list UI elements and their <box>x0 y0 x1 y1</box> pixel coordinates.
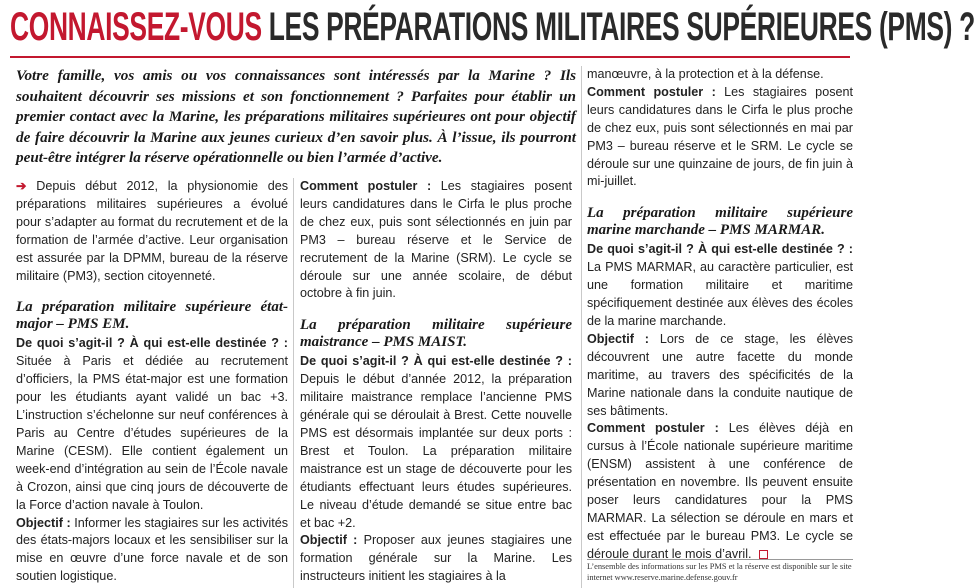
article-column-1 <box>16 178 288 586</box>
paragraph-marmar-objective <box>587 331 853 421</box>
article-column-3 <box>587 66 853 564</box>
section-heading-pms-maist: La préparation militaire supérieure maistrance – PMS MAIST. <box>300 317 572 351</box>
end-of-article-icon <box>759 550 768 559</box>
title-prefix: CONNAISSEZ-VOUS <box>10 5 262 49</box>
paragraph-text: Informer les stagiaires sur les activités des états-majors locaux et les sensibiliser sur la mise en œuvre d’une force navale et de son soutien logistique. <box>16 515 289 584</box>
objective-label: Objectif : <box>300 533 358 548</box>
paragraph-em-apply <box>300 178 572 303</box>
paragraph-text: Située à Paris et dédiée au recrutement d’officiers, la PMS état-major est une formation pour les étudiants ayant validé un bac +3. L’instruction s’échelonne sur neuf conférences à Paris au Centre d’études supérieures de la Marine (CESM). Elle contient également un week-end d’intégration au sein de l’École navale à Crozon, ainsi que cinq jours de découverte de la Force d’action navale à Toulon. <box>16 354 288 512</box>
question-label: De quoi s’agit-il ? À qui est-elle destinée ? : <box>16 336 288 351</box>
paragraph-maist-continued: manœuvre, à la protection et à la défense. <box>587 67 824 81</box>
paragraph-text: La PMS MARMAR, au caractère particulier, est une formation militaire et maritime spécifiquement destinée aux élèves des écoles de la marine marchande. <box>587 260 853 328</box>
apply-label: Comment postuler : <box>300 179 432 193</box>
title-divider <box>10 56 850 58</box>
intro-paragraph: Votre famille, vos amis ou vos connaissances sont intéressés par la Marine ? Ils souhaitent découvrir ses missions et son fonctionnement ? Parfaites pour établir un premier contact avec la Marine, les préparations militaires supérieures ont pour objectif de faire découvrir la Marine aux jeunes curieux d’en savoir plus. À l’issue, ils pourront peut-être intégrer la réserve opérationnelle ou bien l’armée d’active. <box>16 67 576 167</box>
paragraph-marmar-description <box>587 241 853 331</box>
paragraph-maist-apply <box>587 84 853 191</box>
paragraph-text: Lors de ce stage, les élèves découvrent une autre facette du monde maritime, au travers des spécificités de la Marine nationale dans la conduite nautique de ses bâtiments. <box>587 331 854 418</box>
arrow-icon: ➔ <box>16 179 27 193</box>
question-label: De quoi s’agit-il ? À qui est-elle destinée ? : <box>587 242 853 257</box>
paragraph-em-objective <box>16 515 288 587</box>
paragraph-text: Les stagiaires posent leurs candidatures dans le Cirfa le plus proche de chez eux, puis sont sélectionnés en juin par PM3 – bureau réserve et le Service de recrutement de la Marine (SRM). Le cycle se déroule sur une année scolaire, de début octobre à fin juin. <box>300 179 573 301</box>
paragraph-text: Proposer aux jeunes stagiaires une formation générale sur la Marine. Les instructeurs initient les stagiaires à la <box>300 533 572 584</box>
page-title <box>10 2 975 52</box>
paragraph-text: Les élèves déjà en cursus à l’École nationale supérieure maritime (ENSM) assistent à une conférence de présentation en novembre. Ils peuvent ensuite poser leurs candidatures pour la PMS MARMAR. La sélection se déroule en mars et est effectuée par le bureau PM3. Le cycle se déroule durant le mois d’avril. <box>587 421 854 561</box>
column-divider <box>581 66 582 588</box>
article-column-2 <box>300 178 572 586</box>
objective-label: Objectif : <box>16 515 71 530</box>
objective-label: Objectif : <box>587 331 649 346</box>
column-divider <box>293 178 294 588</box>
paragraph-text: Les stagiaires posent leurs candidatures dans le Cirfa le plus proche de chez eux, puis sont sélectionnés en mai par PM3 – bureau réserve et le SRM. Le cycle se déroule sur une quinzaine de jours, de fin juin à mi-juillet. <box>587 84 853 189</box>
apply-label: Comment postuler : <box>587 84 716 99</box>
lead-paragraph <box>16 178 288 285</box>
paragraph-text: Depuis le début d’année 2012, la préparation militaire maistrance remplace l’ancienne PMS générale qui se déroulait à Brest. Cette nouvelle PMS est désormais implantée sur deux ports : Brest et Toulon. La préparation militaire maistrance est un stage de découverte pour les étudiants effectuant leurs études supérieures. Le niveau d’étude demandé se situe entre bac et bac +2. <box>300 372 572 530</box>
paragraph-em-description <box>16 335 288 514</box>
question-label: De quoi s’agit-il ? À qui est-elle destinée ? : <box>300 354 572 369</box>
title-main: LES PRÉPARATIONS MILITAIRES SUPÉRIEURES (PMS) ? <box>268 5 975 49</box>
lead-text: Depuis début 2012, la physionomie des préparations militaires supérieures a évolué pour s’adapter au format du recrutement et de la formation de l’armée d’active. Leur organisation est assurée par la DPMM, bureau de la réserve militaire (PM3), section citoyenneté. <box>16 179 288 283</box>
paragraph-marmar-apply <box>587 420 853 563</box>
apply-label: Comment postuler : <box>587 421 719 436</box>
footnote: L’ensemble des informations sur les PMS et la réserve est disponible sur le site internet www.reserve.marine.defense.gouv.fr <box>587 559 853 583</box>
section-heading-pms-em: La préparation militaire supérieure état-major – PMS EM. <box>16 299 288 333</box>
paragraph-maist-objective <box>300 532 572 586</box>
section-heading-pms-marmar: La préparation militaire supérieure marine marchande – PMS MARMAR. <box>587 205 853 239</box>
paragraph-maist-description <box>300 353 572 532</box>
